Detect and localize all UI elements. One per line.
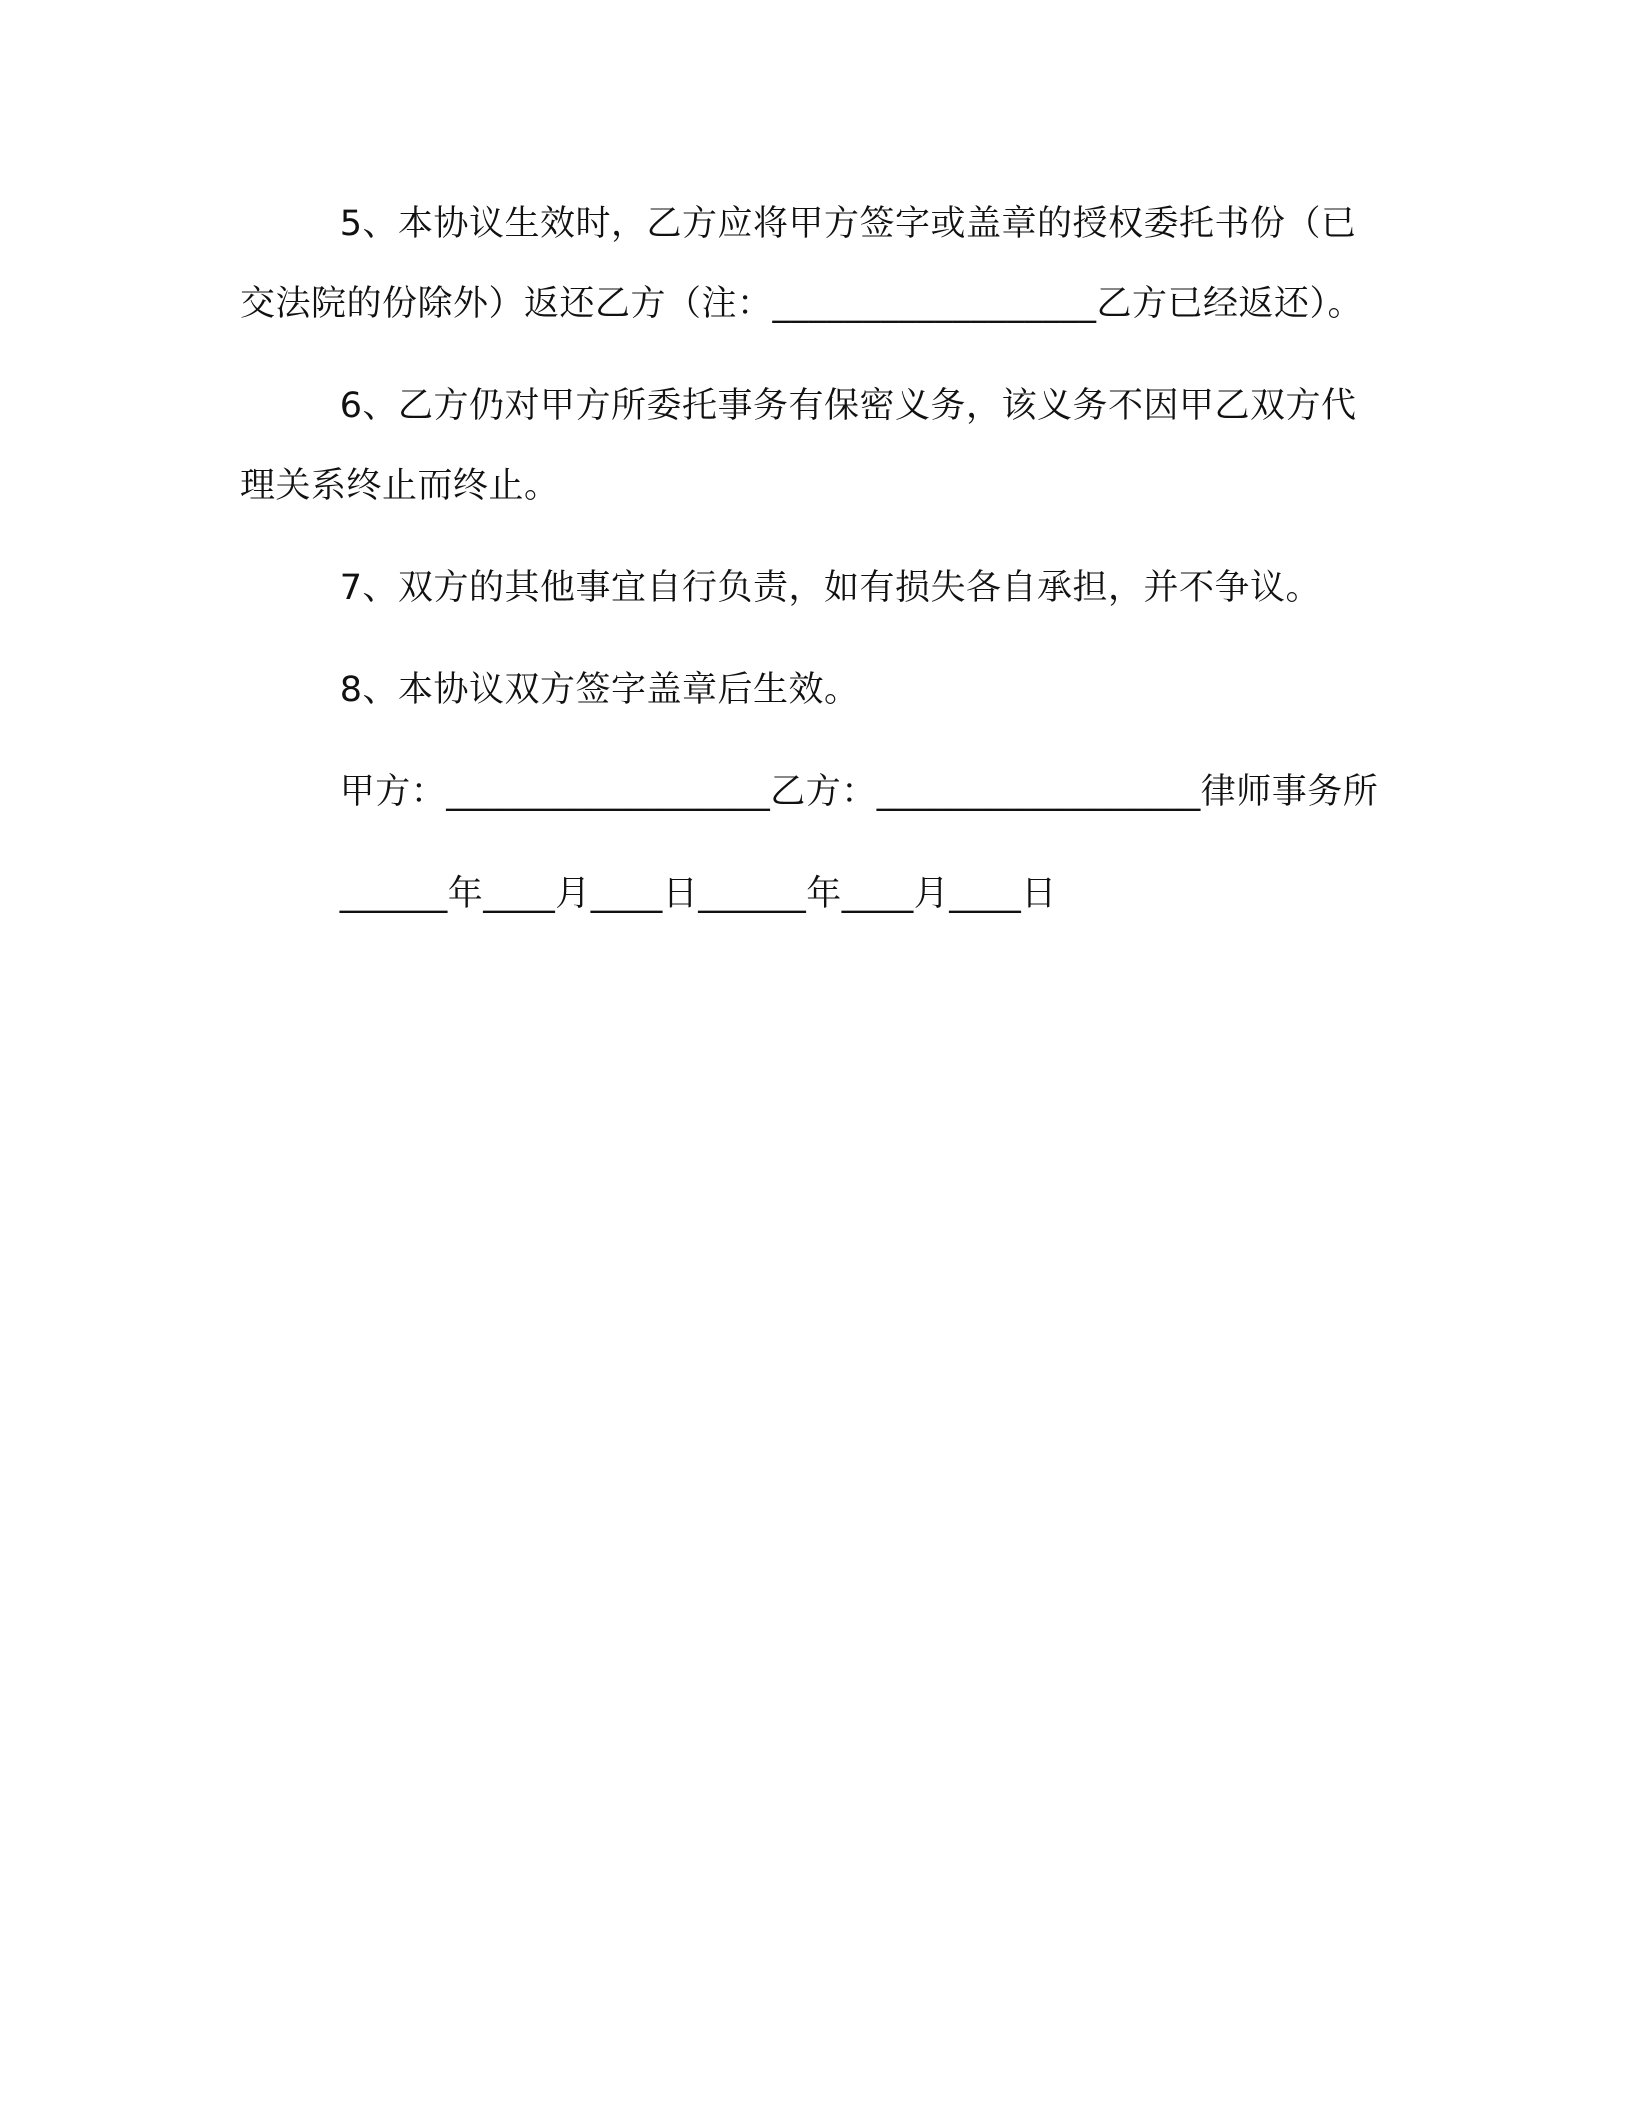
clause-5-paragraph: 5、本协议生效时，乙方应将甲方签字或盖章的授权委托书份（已交法院的份除外）返还乙方（注：__________________乙方已经返还）。 <box>240 204 1364 324</box>
clause-7-paragraph: 7、双方的其他事宜自行负责，如有损失各自承担，并不争议。 <box>339 568 1322 608</box>
signature-line: 甲方：__________________乙方：__________________律师事务所 <box>339 772 1379 812</box>
clause-6-paragraph: 6、乙方仍对甲方所委托事务有保密义务，该义务不因甲乙双方代理关系终止而终止。 <box>240 386 1357 506</box>
clause-8-paragraph: 8、本协议双方签字盖章后生效。 <box>339 670 860 710</box>
document-body <box>240 184 1390 956</box>
date-line: ______年____月____日______年____月____日 <box>339 874 1057 914</box>
